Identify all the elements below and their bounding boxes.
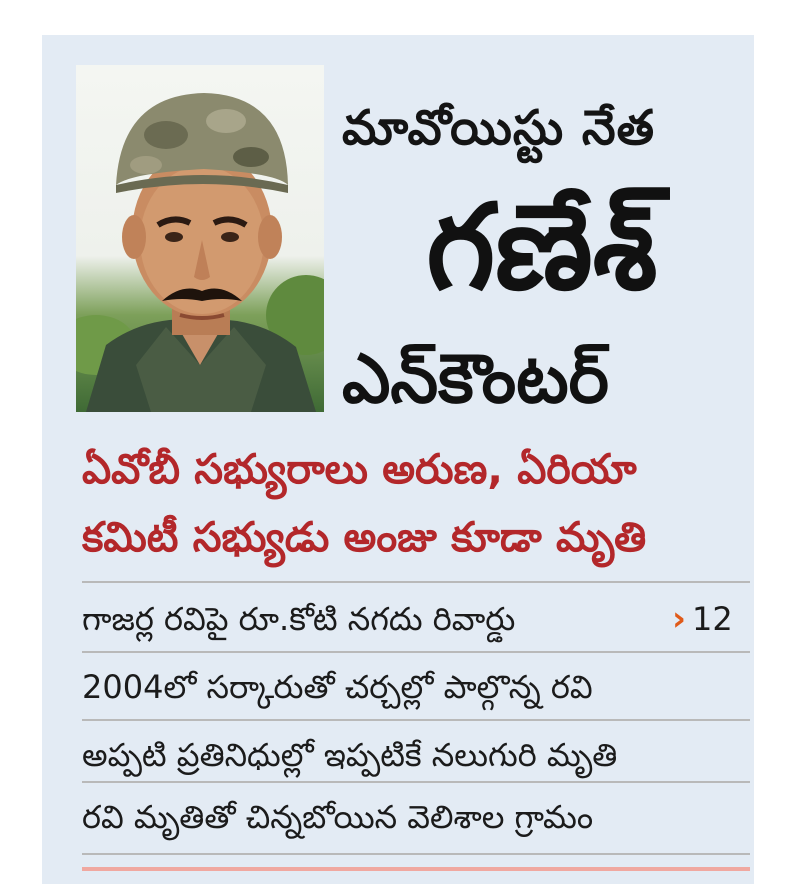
bullet-text: రవి మృతితో చిన్నబోయిన వెలిశాల గ్రామం (82, 798, 594, 836)
portrait-photo (76, 65, 324, 412)
subheadline (82, 435, 752, 571)
headline-event: ఎన్‌కౌంటర్ (342, 340, 609, 419)
chevron-right-icon: › (672, 599, 687, 639)
page-reference (672, 591, 733, 647)
bottom-accent-rule (82, 867, 750, 871)
bullet-text: అప్పటి ప్రతినిధుల్లో ఇప్పటికే నలుగురి మృతి (82, 736, 618, 774)
bullet-point (82, 591, 750, 647)
portrait-illustration (76, 65, 324, 412)
bullet-point (82, 789, 750, 845)
page-number: 12 (692, 600, 733, 638)
subheadline-line-2: కమిటీ సభ్యుడు అంజు కూడా మృతి (82, 513, 647, 561)
headline-kicker: మావోయిస్టు నేత (342, 100, 655, 156)
news-clipping (42, 35, 754, 884)
subheadline-line-1: ఏవోబీ సభ్యురాలు అరుణ, ఏరియా (82, 445, 637, 493)
divider (82, 853, 750, 855)
divider (82, 781, 750, 783)
bullet-point (82, 727, 750, 783)
divider (82, 719, 750, 721)
bullet-text: గాజర్ల రవిపై రూ.కోటి నగదు రివార్డు (82, 600, 516, 638)
headline-name: గణేశ్ (426, 178, 658, 316)
bullet-point (82, 659, 750, 715)
divider (82, 581, 750, 583)
bullet-text: 2004లో సర్కారుతో చర్చల్లో పాల్గొన్న రవి (82, 668, 593, 706)
divider (82, 651, 750, 653)
